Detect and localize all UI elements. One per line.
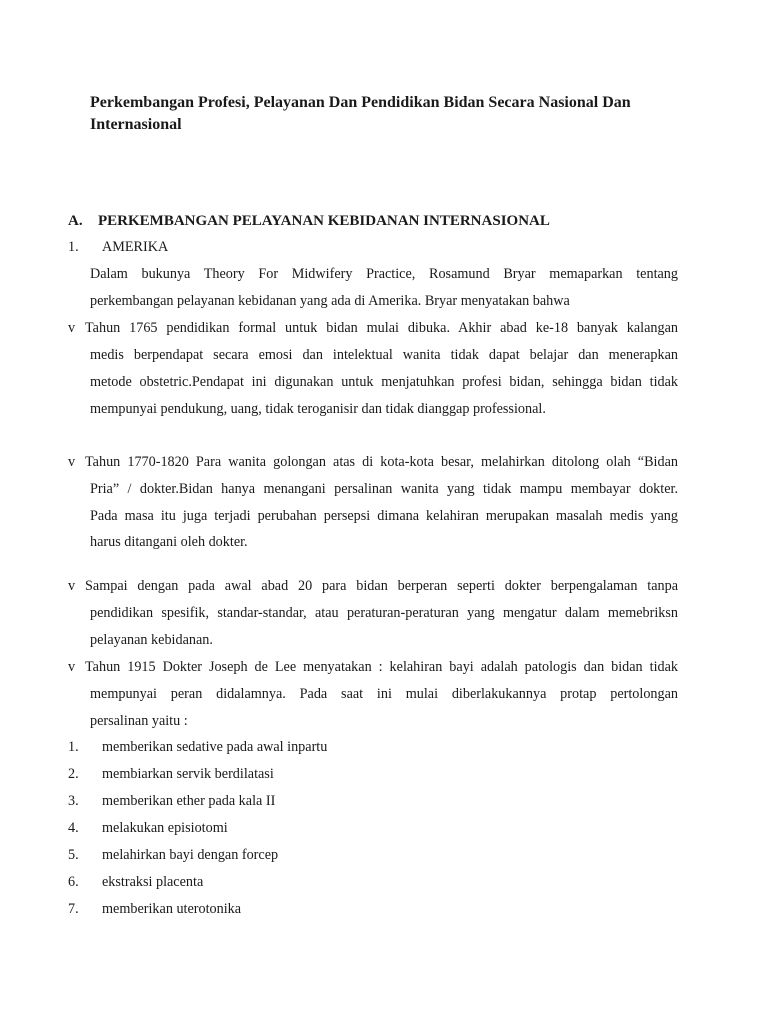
bullet-1-line-1: Tahun 1765 pendidikan formal untuk bidan mulai dibuka. Akhir abad ke-18 banyak kalangan [85,320,678,336]
intro-line-1: Dalam bukunya Theory For Midwifery Practice, Rosamund Bryar memaparkan tentang [90,266,678,282]
list-item-number: 2. [68,766,79,782]
title-line-1: Perkembangan Profesi, Pelayanan Dan Pendidikan Bidan Secara Nasional Dan [90,94,631,111]
bullet-4-line-1: Tahun 1915 Dokter Joseph de Lee menyatakan : kelahiran bayi adalah patologis dan bidan tidak [85,659,678,675]
list-item-number: 3. [68,793,79,809]
bullet-4-line-3: persalinan yaitu : [90,713,188,729]
bullet-2-line-1: Tahun 1770-1820 Para wanita golongan atas di kota-kota besar, melahirkan ditolong olah “Bidan [85,454,678,470]
bullet-2-line-3: Pada masa itu juga terjadi perubahan persepsi dimana kelahiran merupakan masalah medis yang [90,508,678,524]
document-title [90,92,690,136]
bullet-3-line-2: pendidikan spesifik, standar-standar, atau peraturan-peraturan yang mengatur dalam memebriksn [90,605,678,621]
list-item: memberikan sedative pada awal inpartu [102,739,328,755]
list-item: memberikan uterotonika [102,901,242,917]
subsection-label: AMERIKA [102,239,169,255]
bullet-2-line-2: Pria” / dokter.Bidan hanya menangani persalinan wanita yang tidak mampu membayar dokter. [90,481,678,497]
list-item: membiarkan servik berdilatasi [102,766,274,782]
bullet-marker: v [68,320,76,336]
list-item: memberikan ether pada kala II [102,793,276,809]
list-item-number: 7. [68,901,79,917]
section-heading-text: PERKEMBANGAN PELAYANAN KEBIDANAN INTERNASIONAL [98,213,550,229]
bullet-marker: v [68,659,76,675]
bullet-3-line-1: Sampai dengan pada awal abad 20 para bidan berperan seperti dokter berpengalaman tanpa [85,578,678,594]
list-item-number: 5. [68,847,79,863]
list-item-number: 1. [68,739,79,755]
list-item-number: 4. [68,820,79,836]
list-item: ekstraksi placenta [102,874,204,890]
section-letter: A. [68,213,83,229]
list-item: melahirkan bayi dengan forcep [102,847,279,863]
bullet-2-line-4: harus ditangani oleh dokter. [90,534,248,550]
bullet-marker: v [68,454,76,470]
bullet-marker: v [68,578,76,594]
intro-line-2: perkembangan pelayanan kebidanan yang ada di Amerika. Bryar menyatakan bahwa [90,293,570,309]
list-item: melakukan episiotomi [102,820,228,836]
section-heading [68,210,688,232]
bullet-3-line-3: pelayanan kebidanan. [90,632,213,648]
bullet-4-line-2: mempunyai peran didalamnya. Pada saat ini mulai diberlakukannya protap pertolongan [90,686,678,702]
list-item-number: 6. [68,874,79,890]
title-line-2: Internasional [90,116,182,133]
subsection-number: 1. [68,239,79,255]
bullet-1-line-3: metode obstetric.Pendapat ini digunakan untuk menjatuhkan profesi bidan, sehingga bidan tidak [90,374,678,390]
bullet-1-line-4: mempunyai pendukung, uang, tidak teroganisir dan tidak dianggap professional. [90,401,546,417]
bullet-1-line-2: medis berpendapat secara emosi dan intelektual wanita tidak dapat belajar dan menerapkan [90,347,678,363]
